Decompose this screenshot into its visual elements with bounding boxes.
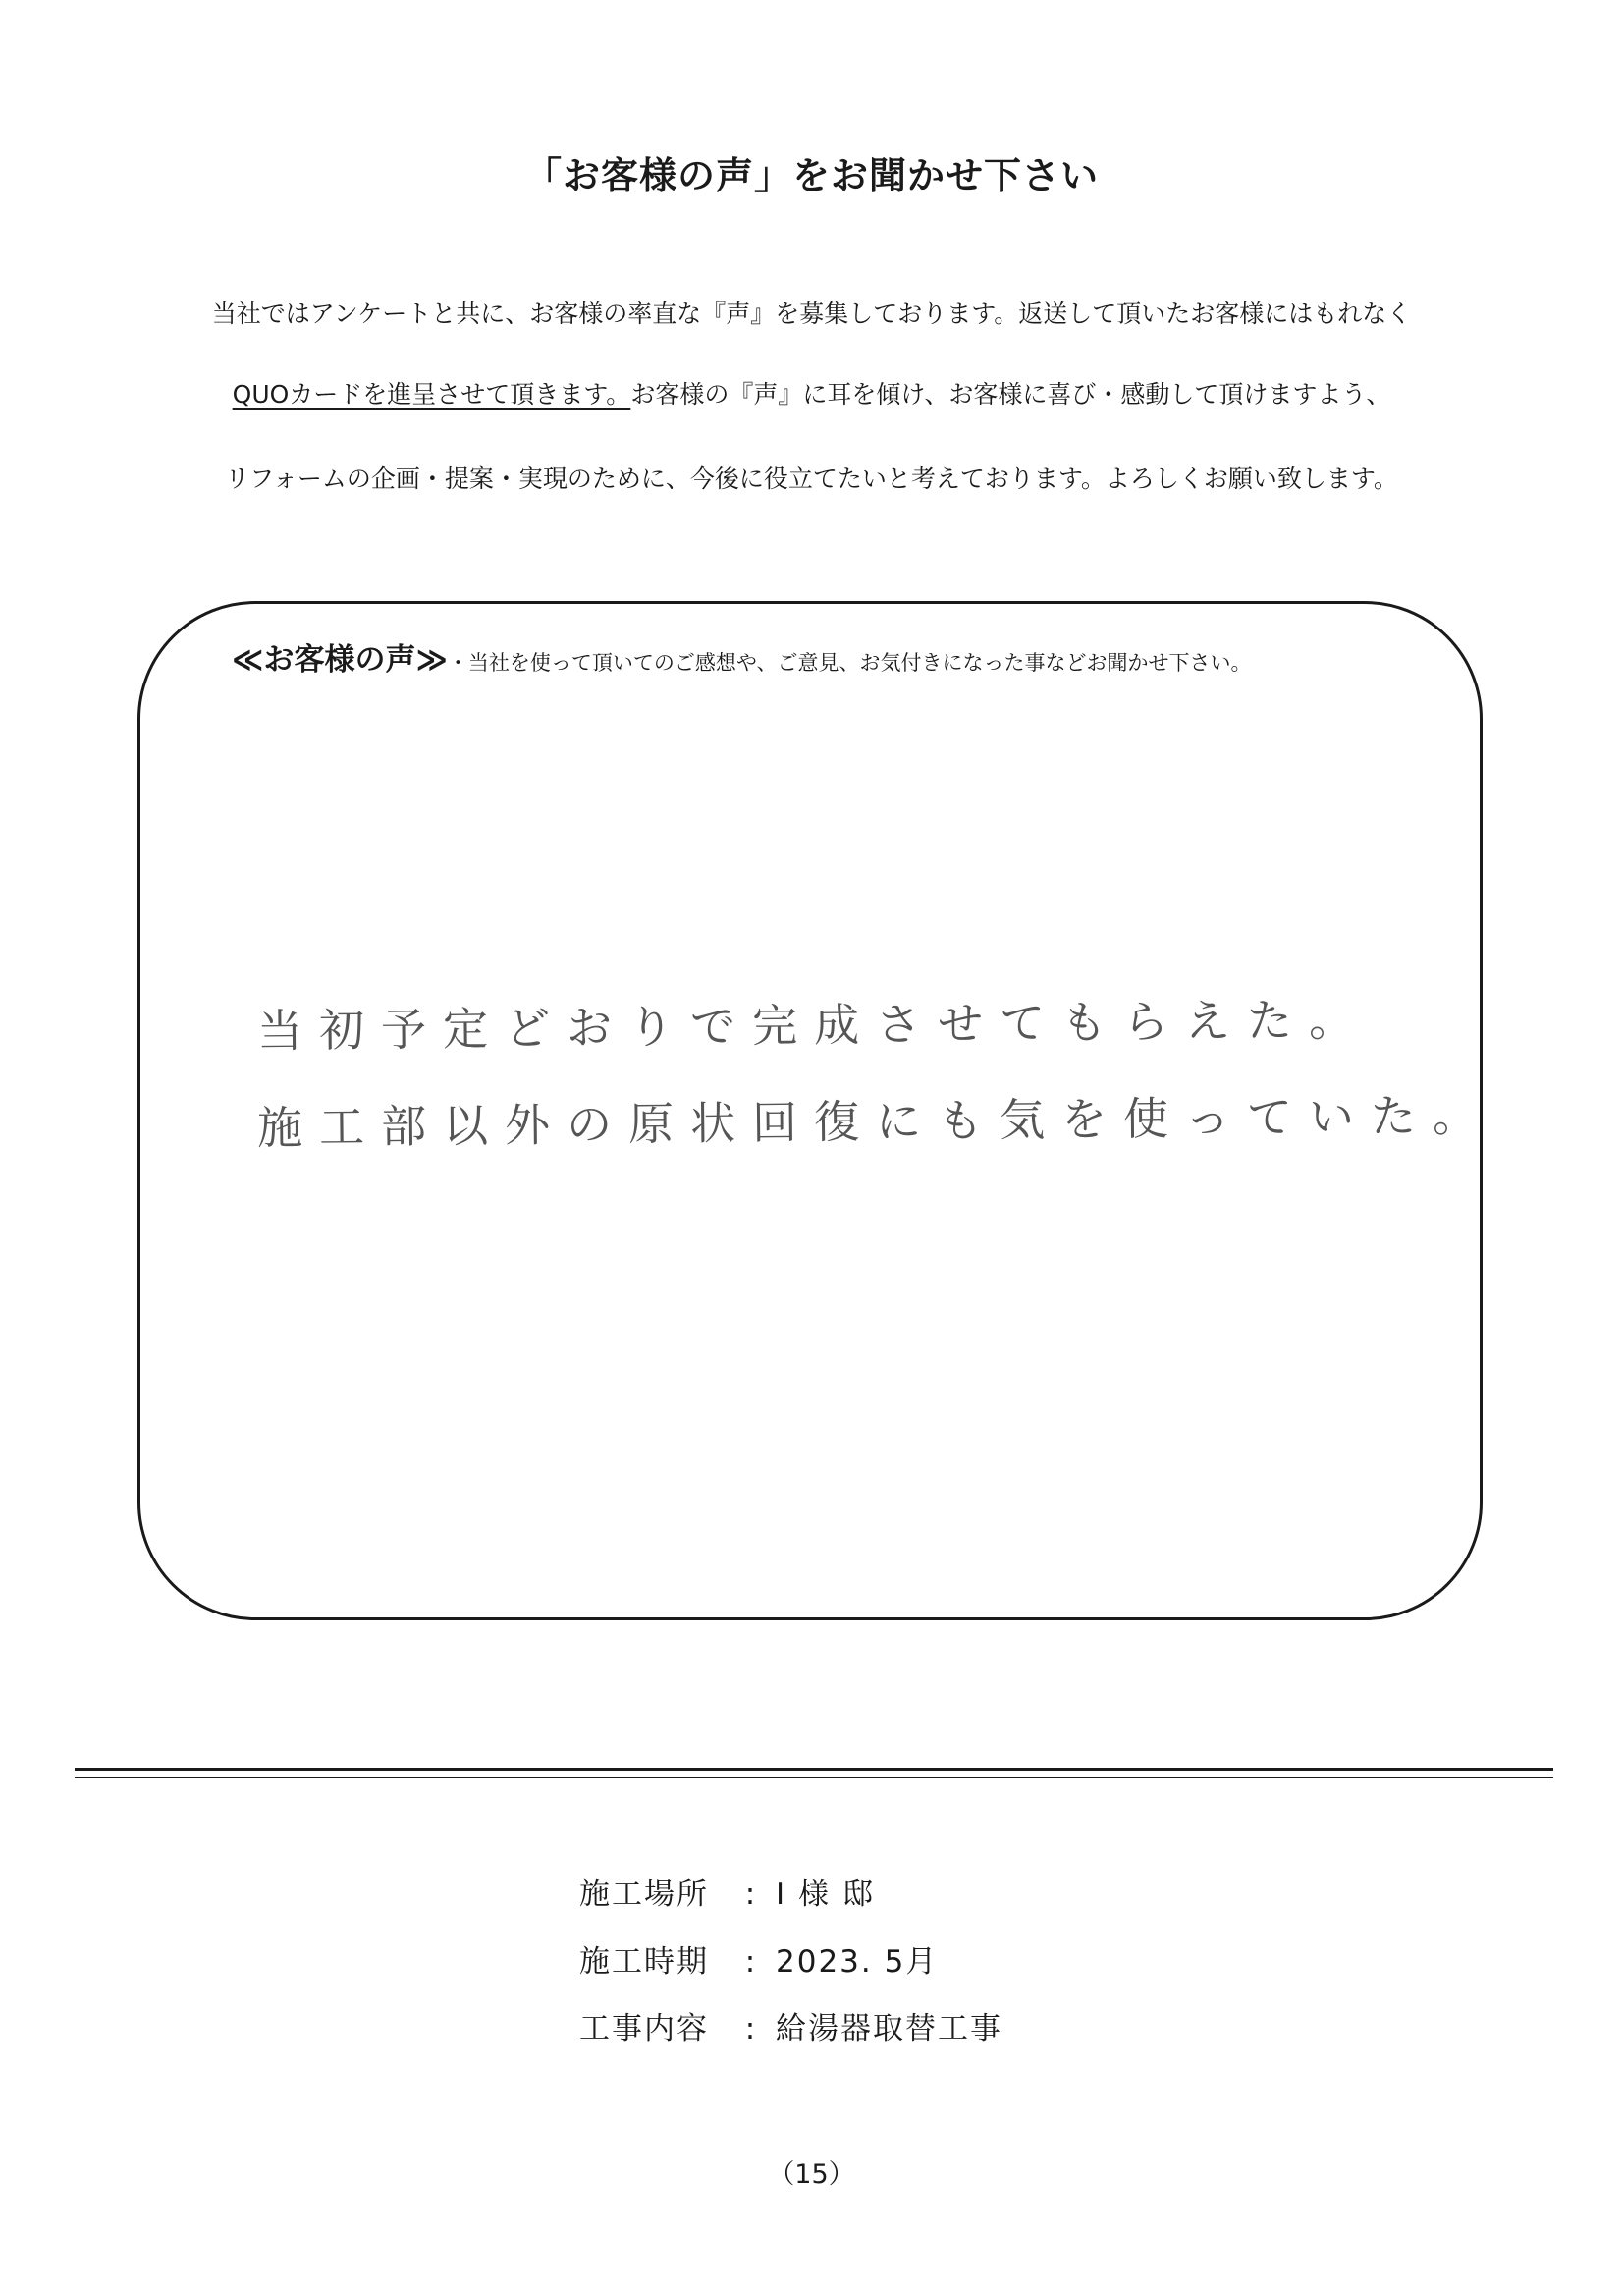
voice-hint: ・当社を使って頂いてのご感想や、ご意見、お気付きになった事などお聞かせ下さい。 (447, 651, 1252, 675)
info-row-content (579, 2003, 1002, 2048)
page-title: 「お客様の声」をお聞かせ下さい (523, 154, 1099, 197)
content-label: 工事内容 (579, 2011, 709, 2047)
separator: : (744, 2011, 758, 2047)
separator: : (744, 1877, 758, 1912)
divider-line (75, 1768, 1553, 1771)
content-value: 給湯器取替工事 (776, 2011, 1002, 2047)
intro-line-3: リフォームの企画・提案・実現のために、今後に役立てたいと考えております。よろしくお願い致します。 (225, 465, 1398, 493)
voice-heading: ≪お客様の声≫ (232, 642, 448, 678)
location-label: 施工場所 (579, 1877, 709, 1912)
divider-line-inner (75, 1777, 1553, 1778)
intro-quo-card-underlined: QUOカードを進呈させて頂きます。 (232, 380, 631, 409)
intro-line-1: 当社ではアンケートと共に、お客様の率直な『声』を募集しております。返送して頂いたお客様にはもれなく (211, 300, 1412, 328)
handwritten-comment-line-1: 当初予定どおりで完成させてもらえた。 (256, 993, 1372, 1058)
info-row-location (579, 1869, 875, 1913)
handwritten-comment-line-2: 施工部以外の原状回復にも気を使っていた。 (256, 1088, 1495, 1155)
page-number: （15） (768, 2159, 855, 2190)
location-value: I 様 邸 (776, 1877, 875, 1912)
period-value: 2023. 5月 (776, 1944, 939, 1980)
voice-header (232, 634, 1251, 679)
info-row-period (579, 1937, 938, 1981)
intro-line-2-rest: お客様の『声』に耳を傾け、お客様に喜び・感動して頂けますよう、 (630, 380, 1391, 409)
separator: : (744, 1944, 758, 1980)
intro-line-2 (0, 375, 1623, 410)
period-label: 施工時期 (579, 1944, 709, 1980)
